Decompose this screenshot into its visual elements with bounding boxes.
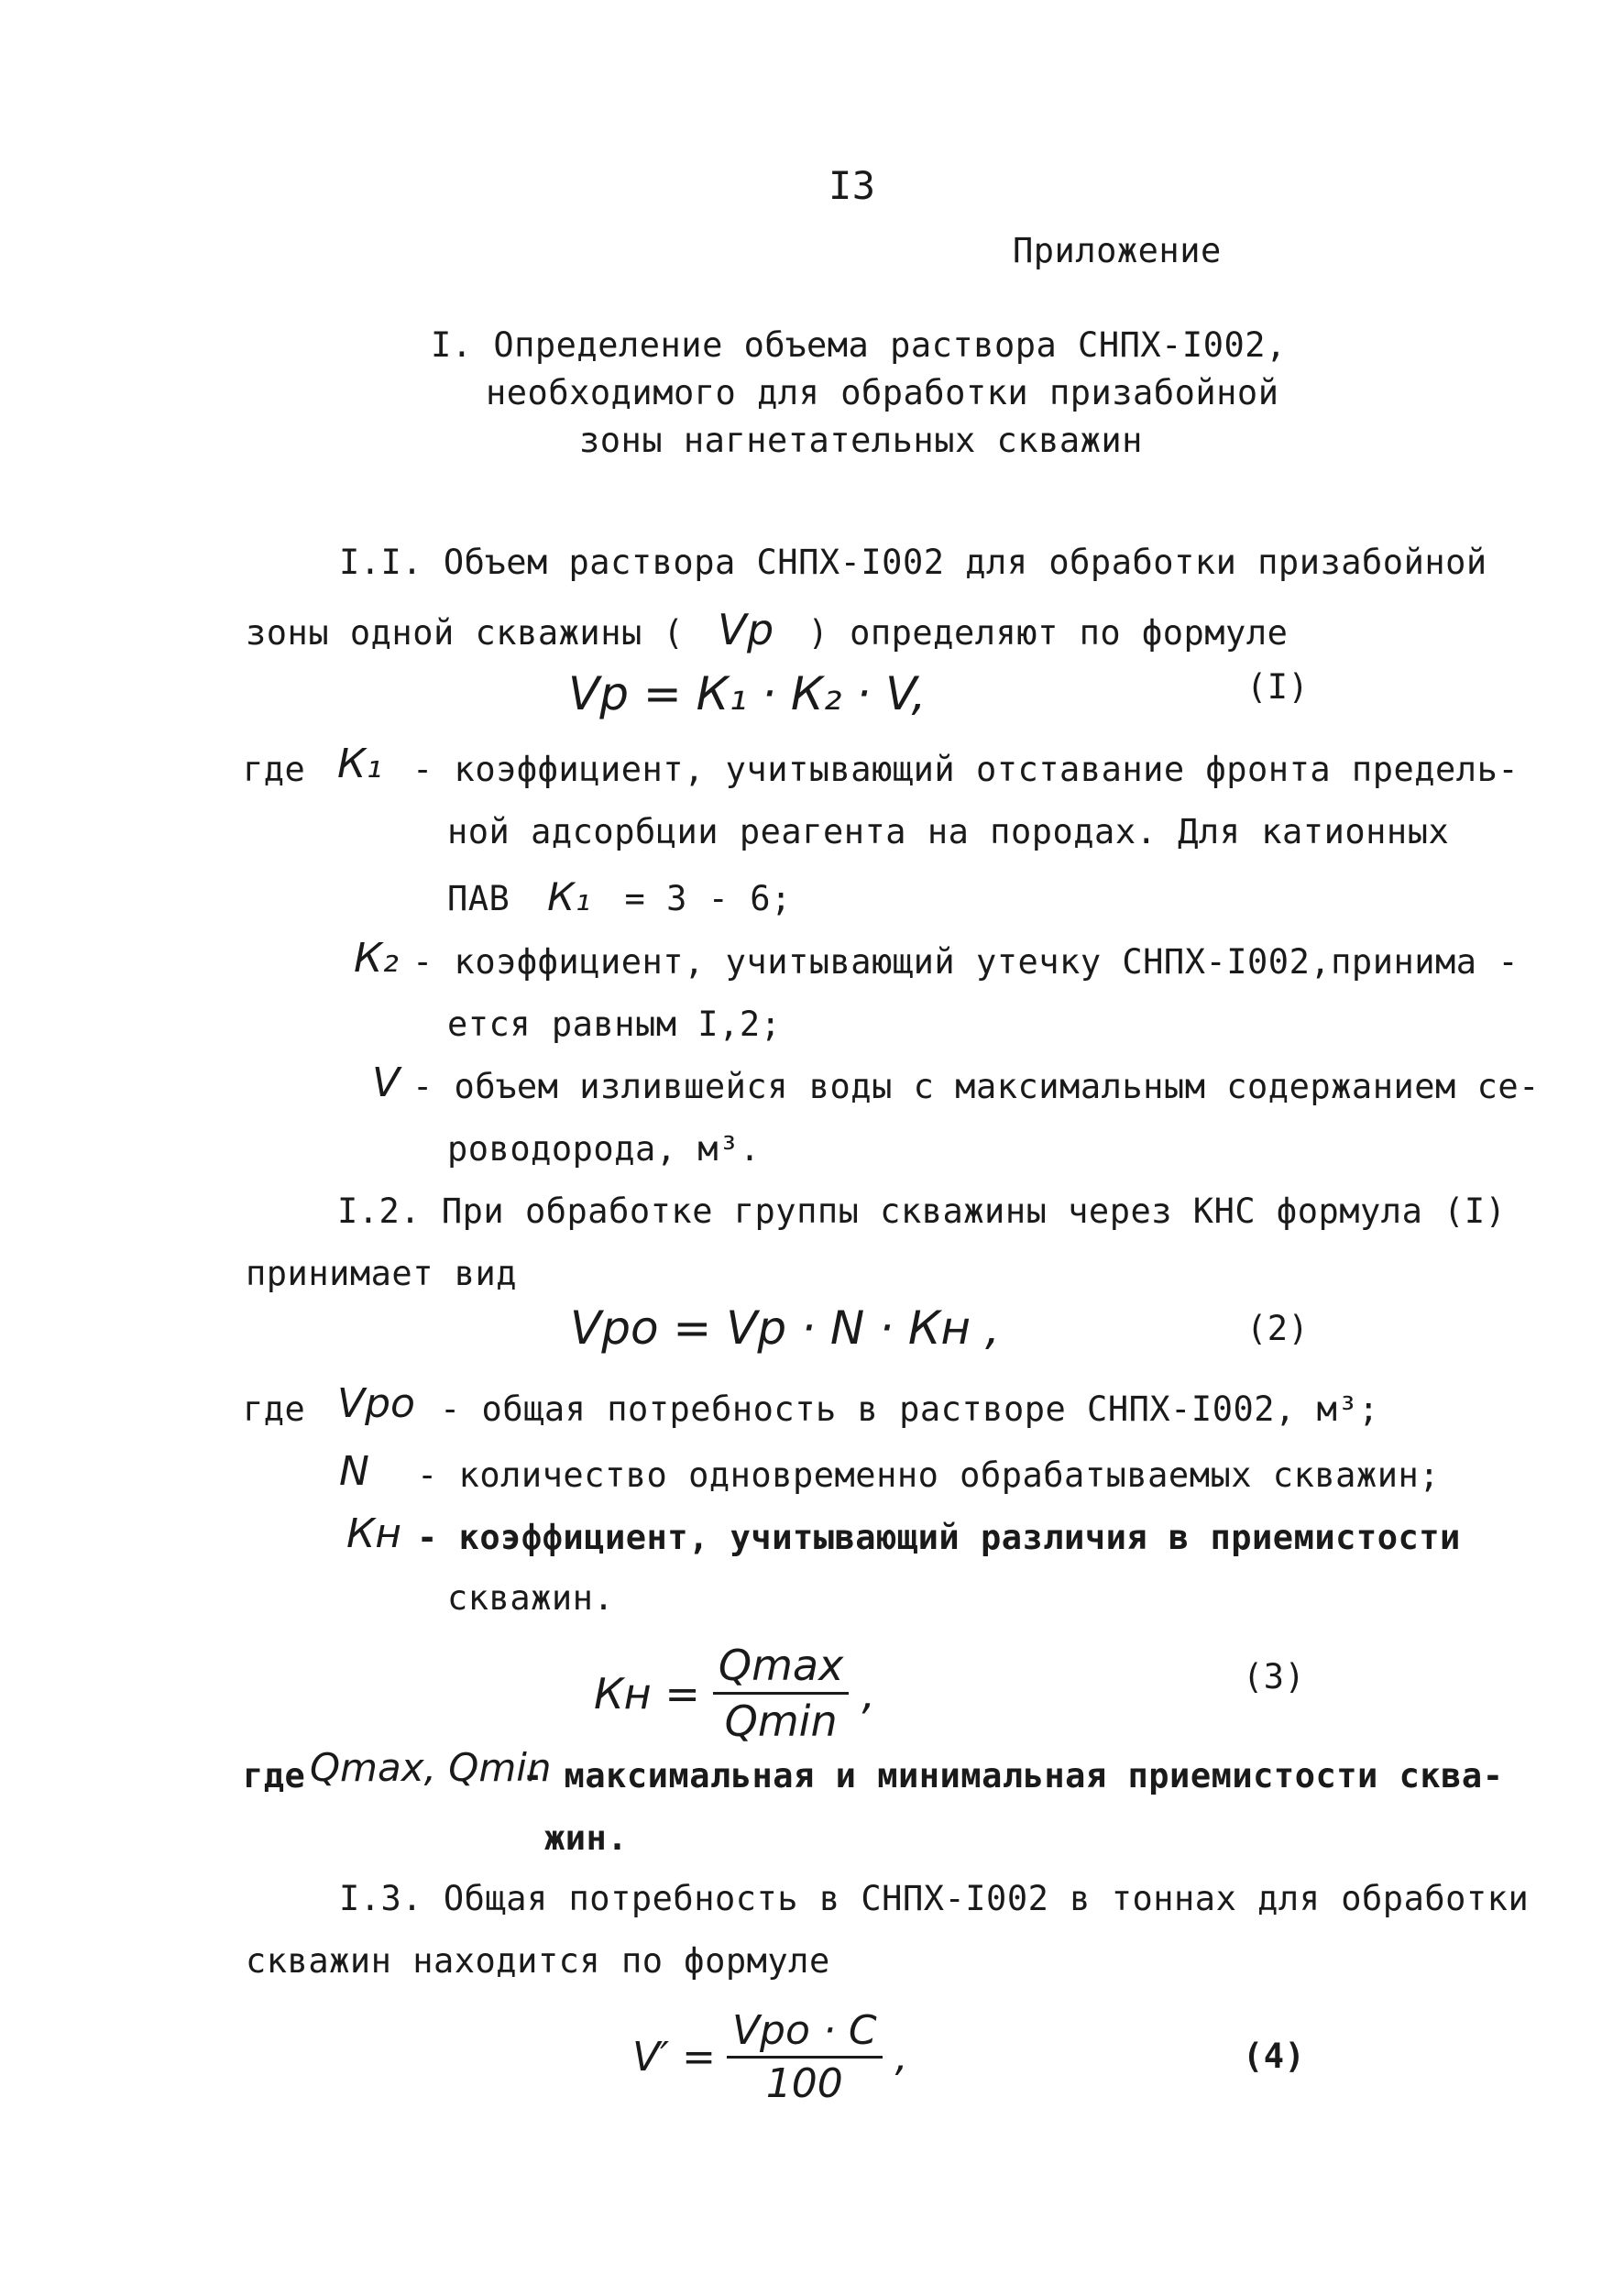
k1-definition-line-2: ной адсорбции реагента на породах. Для катионных: [447, 812, 1450, 851]
formula-1-number: (I): [1246, 667, 1310, 707]
vp-symbol: Vр: [718, 605, 774, 654]
k2-definition-line-1: - коэффициент, учитывающий утечку СНПХ-I002,принима -: [412, 942, 1520, 982]
p11-text-before: зоны одной скважины (: [246, 613, 685, 653]
formula-4-lhs: V′ =: [632, 2034, 716, 2081]
paragraph-1-1-line-1: I.I. Объем раствора СНПХ-I002 для обработки призабойной: [339, 543, 1487, 582]
qmax-qmin-symbols: Qmax, Qmin: [310, 1745, 552, 1790]
k1-range: = 3 - 6;: [624, 879, 792, 918]
k1-symbol: К₁: [337, 741, 382, 787]
paragraph-1-1-line-2: [246, 605, 1288, 654]
kn-symbol: Кн: [346, 1510, 402, 1557]
paragraph-1-2-line-1: I.2. При обработке группы скважины через КНС формула (I): [337, 1191, 1507, 1231]
k2-symbol: К₂: [354, 935, 399, 982]
formula-3: [594, 1641, 875, 1746]
formula-3-denominator: Qmin: [724, 1697, 838, 1746]
formula-4: [632, 2007, 908, 2107]
q-definition-line-2: жин.: [544, 1818, 629, 1858]
k1-symbol-inline: К₁: [547, 874, 591, 919]
formula-3-numerator: Qmax: [713, 1641, 849, 1695]
paragraph-1-3-line-1: I.3. Общая потребность в СНПХ-I002 в тоннах для обработки: [339, 1879, 1530, 1918]
formula-4-number: (4): [1243, 2037, 1306, 2076]
where-label-1: где: [243, 750, 306, 789]
k1-definition-line-1: - коэффициент, учитывающий отставание фронта предель-: [412, 750, 1520, 789]
n-symbol: N: [339, 1448, 369, 1495]
n-definition: - количество одновременно обрабатываемых скважин;: [417, 1455, 1441, 1495]
v-symbol: V: [372, 1060, 401, 1106]
formula-3-fraction: [713, 1641, 849, 1746]
formula-4-denominator: 100: [765, 2060, 843, 2107]
formula-3-tail: ,: [861, 1668, 875, 1718]
p11-text-after: ) определяют по формуле: [807, 613, 1289, 653]
k1-definition-line-3: [447, 874, 792, 919]
vro-symbol: Vро: [337, 1380, 415, 1427]
formula-1: Vр = К₁ · К₂ · V,: [568, 667, 927, 720]
section-title-line-2: необходимого для обработки призабойной: [486, 373, 1279, 412]
page-number: I3: [828, 163, 876, 208]
formula-4-tail: ,: [894, 2034, 908, 2081]
formula-3-lhs: Кн =: [594, 1668, 700, 1718]
formula-4-fraction: [727, 2007, 883, 2107]
formula-2-number: (2): [1246, 1309, 1310, 1348]
formula-2: Vро = Vр · N · Кн ,: [570, 1301, 1000, 1355]
vro-definition: - общая потребность в растворе СНПХ-I002, м³;: [440, 1389, 1379, 1429]
kn-definition-line-1: - коэффициент, учитывающий различия в приемистости: [417, 1518, 1461, 1557]
formula-4-numerator: Vро · С: [727, 2007, 883, 2059]
where-label-3: где: [243, 1756, 306, 1795]
v-definition-line-1: - объем излившейся воды с максимальным содержанием се-: [412, 1067, 1540, 1106]
appendix-label: Приложение: [1013, 231, 1222, 270]
v-definition-line-2: роводорода, м³.: [447, 1129, 761, 1169]
paragraph-1-3-line-2: скважин находится по формуле: [246, 1941, 830, 1981]
section-title-line-1: I. Определение объема раствора СНПХ-I002,: [431, 325, 1287, 365]
k2-definition-line-2: ется равным I,2;: [447, 1005, 782, 1044]
section-title-line-3: зоны нагнетательных скважин: [579, 421, 1143, 460]
where-label-2: где: [243, 1389, 306, 1429]
pav-label: ПАВ: [447, 879, 510, 918]
paragraph-1-2-line-2: принимает вид: [246, 1254, 518, 1293]
kn-definition-line-2: скважин.: [447, 1578, 615, 1618]
formula-3-number: (3): [1243, 1657, 1306, 1697]
q-definition-line-1: - максимальная и минимальная приемистости сква-: [522, 1756, 1504, 1795]
